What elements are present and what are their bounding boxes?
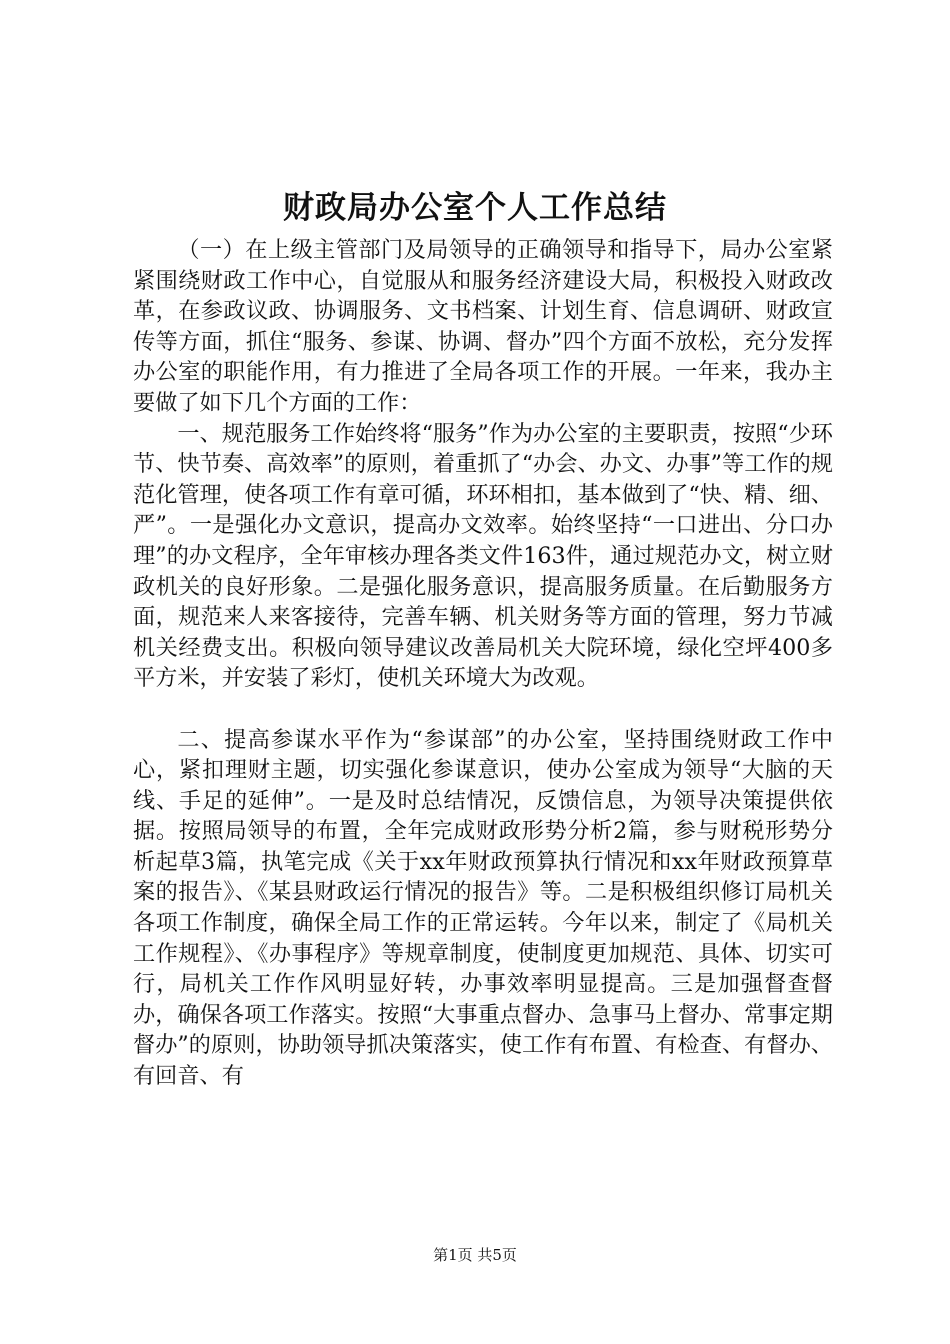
document-title: 财政局办公室个人工作总结 xyxy=(283,190,667,226)
paragraph-service: 一、规范服务工作始终将“服务”作为办公室的主要职责，按照“少环节、快节奏、高效率”的原则，着重抓了“办会、办文、办事”等工作的规范化管理，使各项工作有章可循，环环相扣，基本做到了“快、精、细、严”。一是强化办文意识，提高办文效率。始终坚持“一口进出、分口办理”的办文程序，全年审核办理各类文件163件，通过规范办文，树立财政机关的良好形象。二是强化服务意识，提高服务质量。在后勤服务方面，规范来人来客接待，完善车辆、机关财务等方面的管理，努力节减机关经费支出。积极向领导建议改善局机关大院环境，绿化空坪400多平方米，并安装了彩灯，使机关环境大为改观。 xyxy=(133,420,833,692)
page-number-footer: 第1页 共5页 xyxy=(433,1246,517,1264)
document-body xyxy=(133,235,833,1092)
paragraph-intro: （一）在上级主管部门及局领导的正确领导和指导下，局办公室紧紧围绕财政工作中心，自觉服从和服务经济建设大局，积极投入财政改革，在参政议政、协调服务、文书档案、计划生育、信息调研、财政宣传等方面，抓住“服务、参谋、协调、督办”四个方面不放松，充分发挥办公室的职能作用，有力推进了全局各项工作的开展。一年来，我办主要做了如下几个方面的工作： xyxy=(133,237,833,416)
paragraph-advisory: 二、提高参谋水平作为“参谋部”的办公室，坚持围绕财政工作中心，紧扣理财主题，切实强化参谋意识，使办公室成为领导“大脑的天线、手足的延伸”。一是及时总结情况，反馈信息，为领导决策提供依据。按照局领导的布置，全年完成财政形势分析2篇，参与财税形势分析起草3篇，执笔完成《关于xx年财政预算执行情况和xx年财政预算草案的报告》、《某县财政运行情况的报告》等。二是积极组织修订局机关各项工作制度，确保全局工作的正常运转。今年以来，制定了《局机关工作规程》、《办事程序》等规章制度，使制度更加规范、具体、切实可行，局机关工作作风明显好转，办事效率明显提高。三是加强督查督办，确保各项工作落实。按照“大事重点督办、急事马上督办、常事定期督办”的原则，协助领导抓决策落实，使工作有布置、有检查、有督办、有回音、有 xyxy=(133,726,833,1090)
